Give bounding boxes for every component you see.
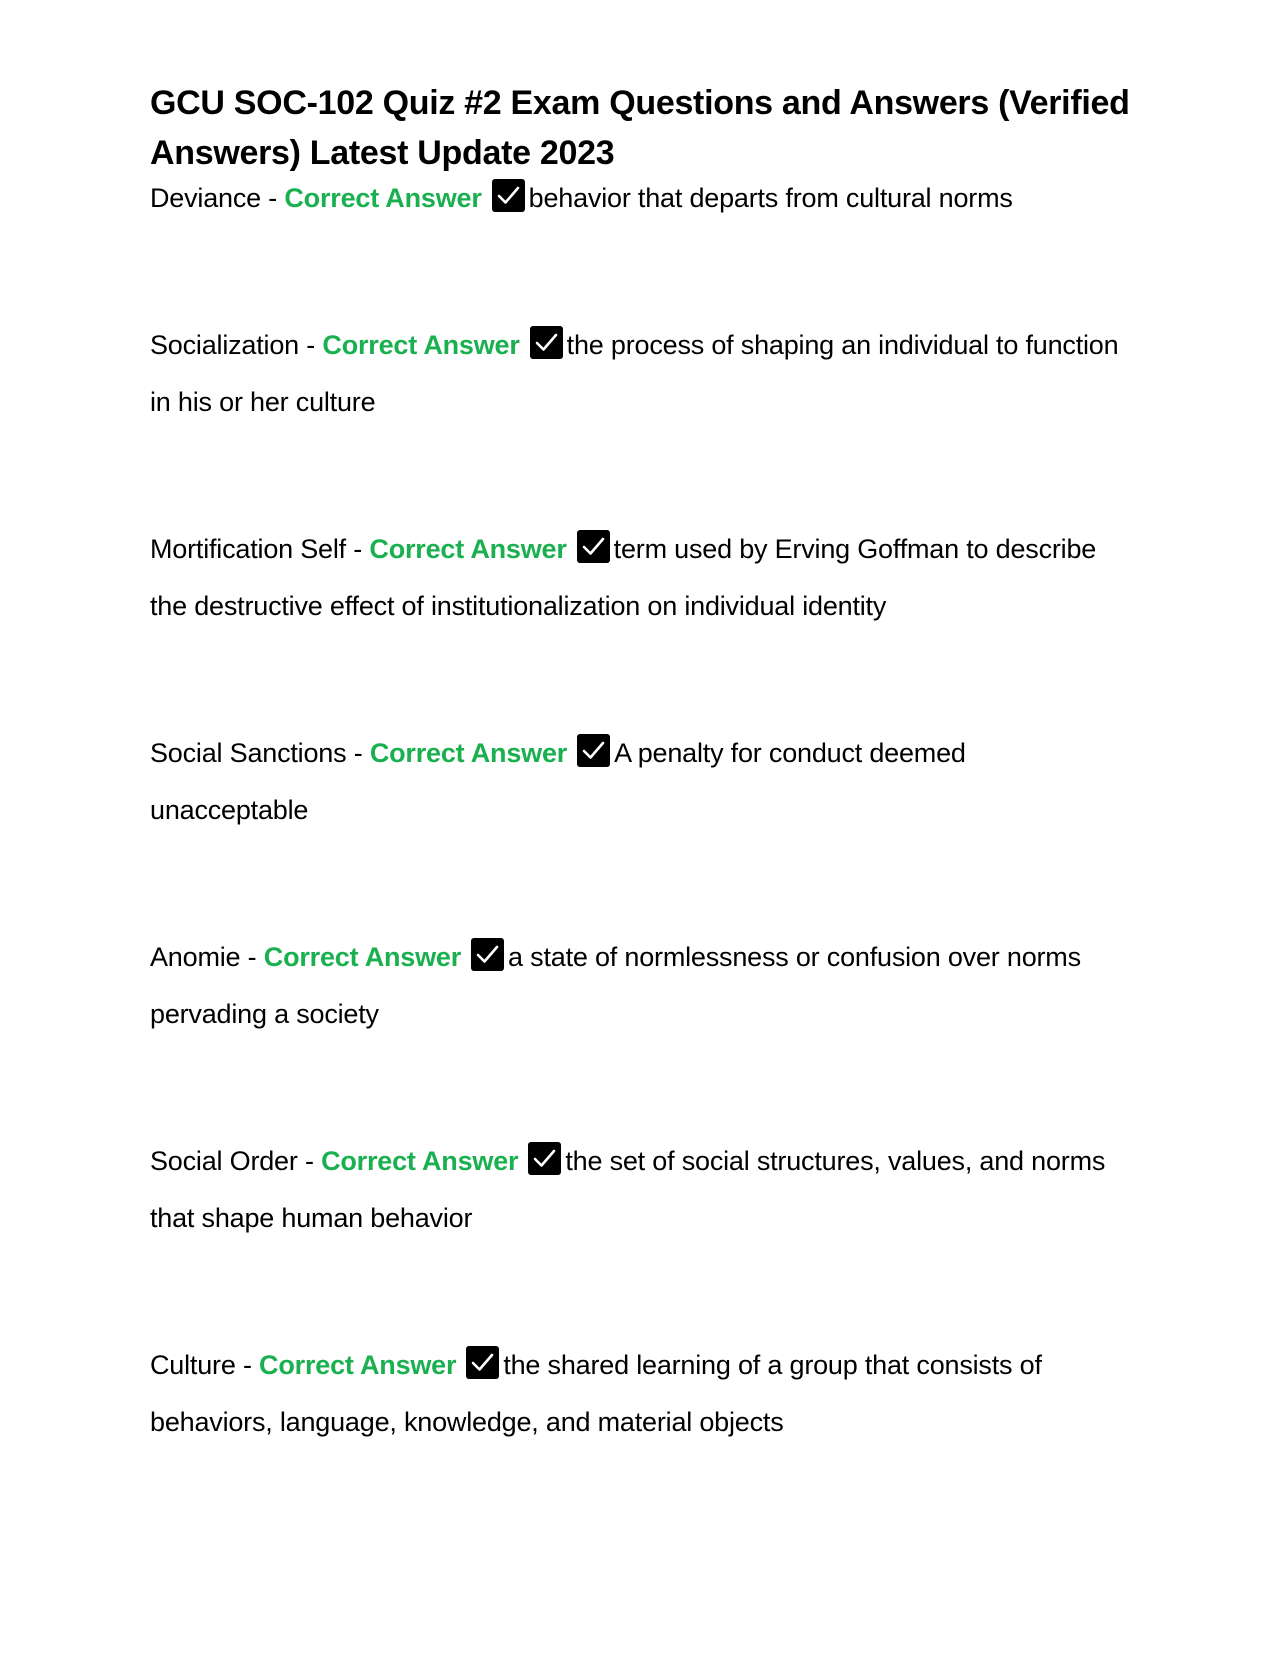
qa-entry-deviance (150, 170, 1130, 227)
entry-definition: A penalty for conduct deemed unacceptable (150, 738, 966, 825)
correct-answer-label: Correct Answer (259, 1350, 457, 1380)
entry-definition: behavior that departs from cultural norms (528, 183, 1013, 213)
entry-definition: a state of normlessness or confusion over norms pervading a society (150, 942, 1081, 1029)
qa-entry-socialization (150, 317, 1130, 431)
correct-answer-label: Correct Answer (284, 183, 482, 213)
qa-list (150, 170, 1130, 1451)
correct-answer-label: Correct Answer (322, 330, 520, 360)
check-box-icon (530, 326, 563, 359)
entry-term: Deviance (150, 183, 261, 213)
entry-separator: - (346, 738, 370, 768)
qa-entry-mortification-self (150, 521, 1130, 635)
entry-separator: - (345, 534, 370, 564)
entry-term: Social Order (150, 1146, 298, 1176)
check-box-icon (577, 530, 610, 563)
entry-separator: - (235, 1350, 260, 1380)
entry-separator: - (260, 183, 285, 213)
correct-answer-label: Correct Answer (263, 942, 462, 972)
check-box-icon (471, 938, 504, 971)
entry-definition: the process of shaping an individual to function in his or her culture (150, 330, 1119, 417)
correct-answer-label: Correct Answer (321, 1146, 519, 1176)
entry-term: Anomie (150, 942, 241, 972)
entry-definition: the shared learning of a group that consists of behaviors, language, knowledge, and material objects (150, 1350, 1042, 1437)
entry-definition: term used by Erving Goffman to describe the destructive effect of institutionalization on individual identity (150, 534, 1097, 621)
correct-answer-label: Correct Answer (369, 534, 567, 564)
entry-definition: the set of social structures, values, and norms that shape human behavior (150, 1146, 1106, 1233)
check-box-icon (466, 1346, 499, 1379)
correct-answer-label: Correct Answer (369, 738, 568, 768)
entry-separator: - (240, 942, 264, 972)
entry-term: Socialization (150, 330, 299, 360)
entry-separator: - (299, 330, 323, 360)
qa-entry-culture (150, 1337, 1130, 1451)
check-box-icon (528, 1142, 561, 1175)
entry-term: Mortification Self (150, 534, 346, 564)
qa-entry-social-sanctions (150, 725, 1130, 839)
check-box-icon (577, 734, 610, 767)
check-box-icon (492, 179, 525, 212)
qa-entry-social-order (150, 1133, 1130, 1247)
qa-entry-anomie (150, 929, 1130, 1043)
document-content (150, 78, 1130, 1541)
document-title: GCU SOC-102 Quiz #2 Exam Questions and Answers (Verified Answers) Latest Update 2023 (150, 84, 1130, 172)
entry-term: Social Sanctions (150, 738, 347, 768)
entry-separator: - (297, 1146, 322, 1176)
entry-term: Culture (150, 1350, 236, 1380)
